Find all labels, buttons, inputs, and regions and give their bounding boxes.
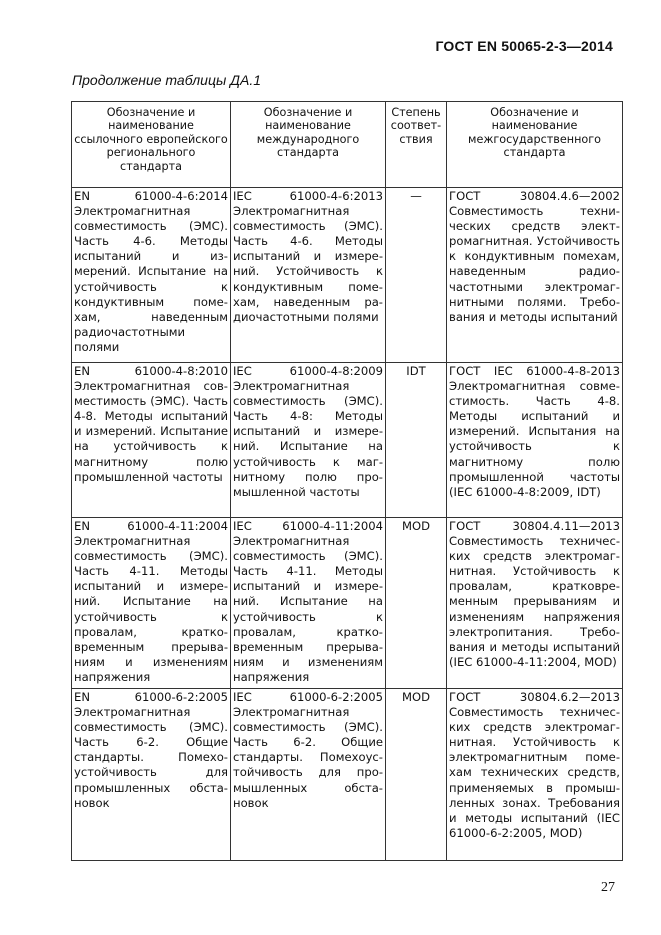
cell-european-standard: EN 61000-6-2:2005 Электромагнитная совместимость (ЭМС). Часть 6-2. Общие стандарты. Помехо-устойчивость для промышленных обста-новок: [72, 689, 231, 861]
cell-correspondence-degree: MOD: [386, 518, 447, 689]
standard-code: ГОСТ EN 50065-2-3—2014: [435, 38, 613, 54]
cell-european-standard: EN 61000-4-8:2010 Электромагнитная сов-местимость (ЭМС). Часть 4-8. Методы испытаний и измерений. Испытание на устойчивость к магнитному полю промышленной частоты: [72, 363, 231, 518]
column-header-degree: Степень соответ-ствия: [386, 102, 447, 188]
table-row: [72, 689, 623, 861]
table-row: [72, 518, 623, 689]
column-header-european: Обозначение и наименование ссылочного европейского регионального стандарта: [72, 102, 231, 188]
cell-correspondence-degree: —: [386, 188, 447, 363]
cell-international-standard: IEC 61000-4-8:2009 Электромагнитная совместимость (ЭМС). Часть 4-8: Методы испытаний и измере-ний. Испытание на устойчивость к маг-нитному полю про-мышленной частоты: [231, 363, 386, 518]
cell-correspondence-degree: IDT: [386, 363, 447, 518]
cell-international-standard: IEC 61000-4-6:2013 Электромагнитная совместимость (ЭМС). Часть 4-6. Методы испытаний и измере-ний. Устойчивость к кондуктивным поме-хам, наведенным ра-диочастотными полями: [231, 188, 386, 363]
standards-table: [71, 101, 623, 861]
cell-interstate-standard: ГОСТ 30804.6.2—2013 Совместимость техничес-ких средств электромаг-нитная. Устойчивость к электромагнитным поме-хам технических средств, применяемых в промыш-ленных зонах. Требования и методы испытаний (IEC 61000-6-2:2005, MOD): [447, 689, 623, 861]
cell-european-standard: EN 61000-4-11:2004 Электромагнитная совместимость (ЭМС). Часть 4-11. Методы испытаний и измере-ний. Испытание на устойчивость к провалам, кратко-временным прерыва-ниям и изменениям напряжения: [72, 518, 231, 689]
table-row: [72, 363, 623, 518]
page-number: 27: [601, 880, 615, 895]
table-row: [72, 188, 623, 363]
cell-interstate-standard: ГОСТ 30804.4.6—2002 Совместимость техни-ческих средств элект-ромагнитная. Устойчивость к кондуктивным помехам, наведенным радио-частотными электромаг-нитными полями. Требо-вания и методы испытаний: [447, 188, 623, 363]
cell-european-standard: EN 61000-4-6:2014 Электромагнитная совместимость (ЭМС). Часть 4-6. Методы испытаний и из-мерений. Испытание на устойчивость к кондуктивным поме-хам, наведенным радиочастотными полями: [72, 188, 231, 363]
cell-international-standard: IEC 61000-6-2:2005 Электромагнитная совместимость (ЭМС). Часть 6-2. Общие стандарты. Помехоус-тойчивость для про-мышленных обста-новок: [231, 689, 386, 861]
table-header-row: [72, 102, 623, 188]
column-header-international: Обозначение и наименование международного стандарта: [231, 102, 386, 188]
column-header-interstate: Обозначение и наименование межгосударственного стандарта: [447, 102, 623, 188]
cell-interstate-standard: ГОСТ 30804.4.11—2013 Совместимость техничес-ких средств электромаг-нитная. Устойчивость к провалам, кратковре-менным прерываниям и изменениям напряжения электропитания. Требо-вания и методы испытаний (IEC 61000-4-11:2004, MOD): [447, 518, 623, 689]
cell-interstate-standard: ГОСТ IEC 61000-4-8-2013 Электромагнитная совме-стимость. Часть 4-8. Методы испытаний и измерений. Испытания на устойчивость к магнитному полю промышленной частоты (IEC 61000-4-8:2009, IDT): [447, 363, 623, 518]
table-caption: Продолжение таблицы ДА.1: [72, 72, 262, 88]
cell-correspondence-degree: MOD: [386, 689, 447, 861]
cell-international-standard: IEC 61000-4-11:2004 Электромагнитная совместимость (ЭМС). Часть 4-11. Методы испытаний и измере-ний. Испытание на устойчивость к провалам, кратко-временным прерыва-ниям и изменениям напряжения: [231, 518, 386, 689]
